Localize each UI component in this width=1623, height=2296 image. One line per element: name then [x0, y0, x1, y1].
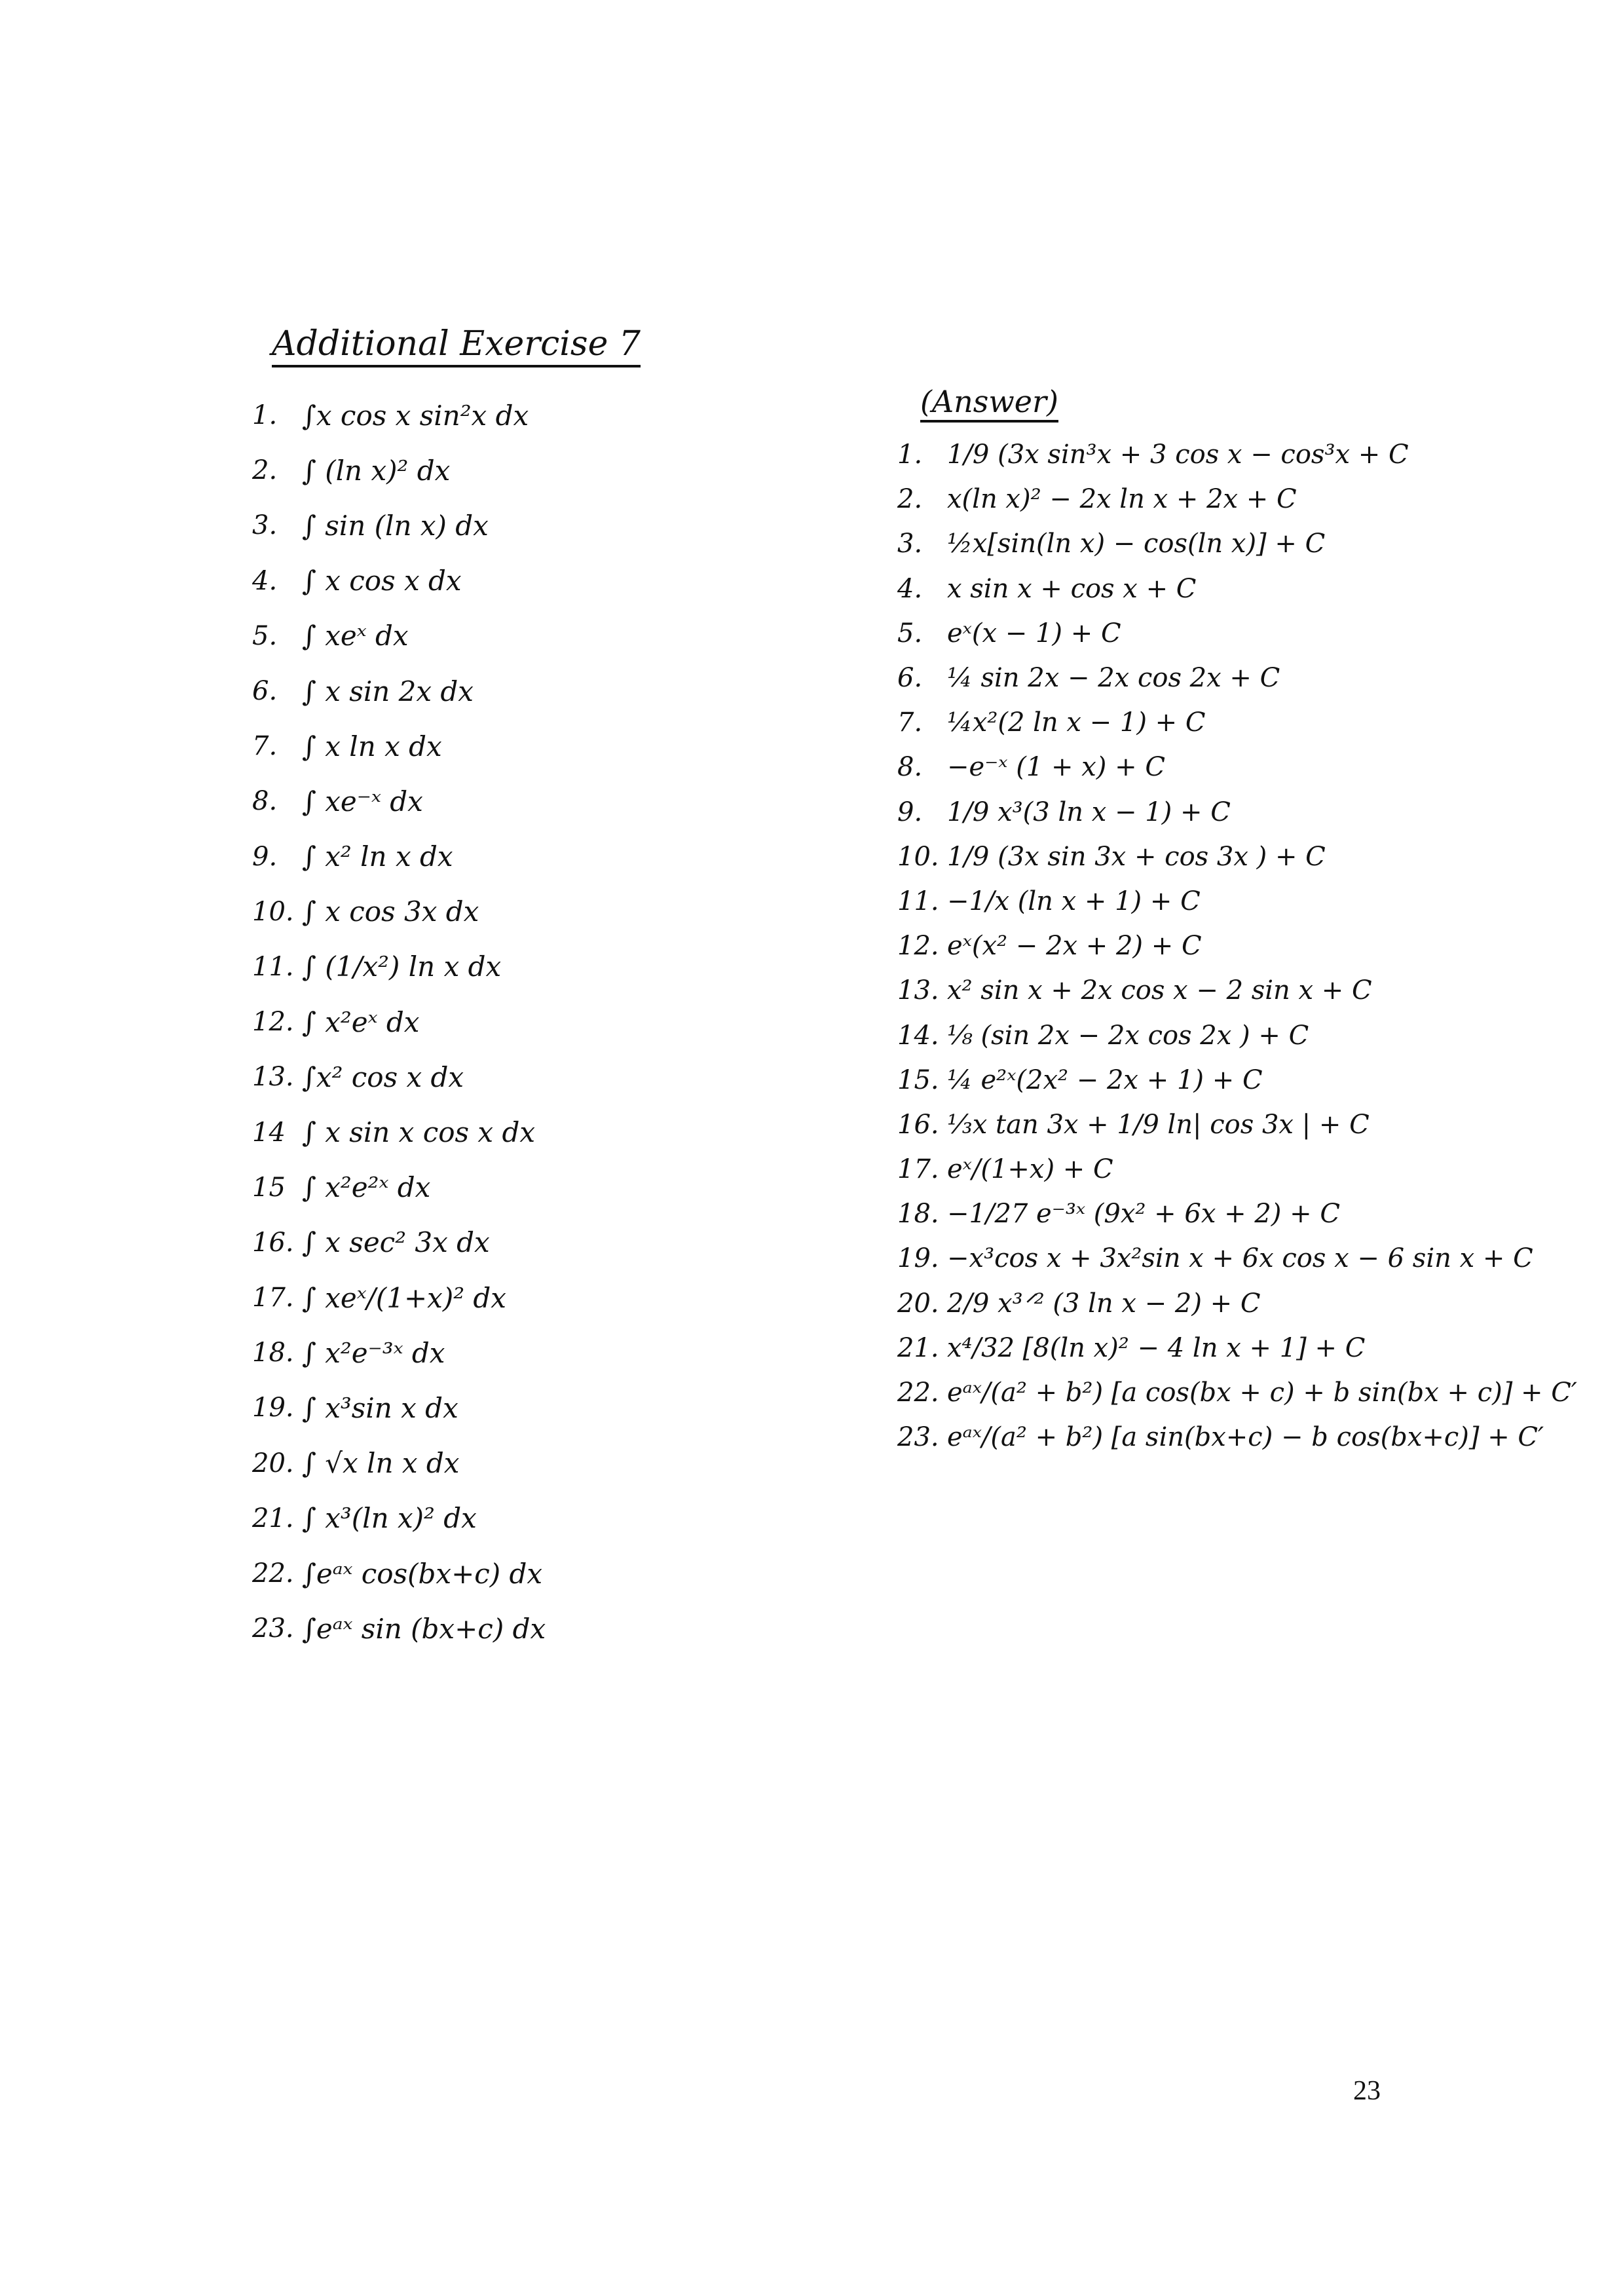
exercise-item-expression: ∫ x cos x dx [302, 565, 462, 597]
exercise-item-number: 18. [252, 1338, 294, 1368]
answer-item-expression: −x³cos x + 3x²sin x + 6x cos x − 6 sin x + C [947, 1243, 1533, 1274]
answer-item-expression: ¼x²(2 ln x − 1) + C [947, 707, 1206, 738]
exercise-item [252, 829, 711, 884]
exercise-item-expression: ∫ xeˣ dx [302, 620, 409, 652]
answer-item [897, 567, 1585, 611]
answer-item [897, 790, 1585, 835]
answer-item-expression: ⅛ (sin 2x − 2x cos 2x ) + C [947, 1020, 1309, 1051]
exercise-item [252, 498, 711, 553]
answer-item-number: 9. [897, 797, 923, 827]
answer-item [897, 477, 1585, 521]
exercise-item-number: 3. [252, 510, 278, 541]
exercise-item-number: 19. [252, 1393, 294, 1423]
answer-item-number: 18. [897, 1199, 939, 1230]
exercise-item-number: 9. [252, 841, 278, 872]
exercise-item-number: 5. [252, 620, 278, 651]
answer-item-expression: ½x[sin(ln x) − cos(ln x)] + C [947, 529, 1326, 559]
exercise-title: Additional Exercise 7 [272, 324, 641, 367]
exercise-item-number: 17. [252, 1283, 294, 1313]
answer-item [897, 745, 1585, 789]
exercise-item [252, 939, 711, 994]
exercise-item-number: 8. [252, 786, 278, 817]
exercise-item [252, 443, 711, 498]
exercise-item-number: 23. [252, 1613, 294, 1644]
answer-item-expression: eᵃˣ/(a² + b²) [a cos(bx + c) + b sin(bx + c)] + C′ [947, 1378, 1577, 1408]
answer-item [897, 1058, 1585, 1102]
exercise-item [252, 609, 711, 664]
answer-item-expression: eᵃˣ/(a² + b²) [a sin(bx+c) − b cos(bx+c)] + C′ [947, 1422, 1544, 1453]
exercise-item-expression: ∫ x sec² 3x dx [302, 1226, 490, 1259]
exercise-item-expression: ∫ x²e⁻³ˣ dx [302, 1336, 445, 1369]
answer-item [897, 1415, 1585, 1459]
exercise-item [252, 774, 711, 829]
answer-item [897, 879, 1585, 924]
answer-item [897, 968, 1585, 1013]
answer-list [897, 432, 1585, 1459]
answer-item-expression: −e⁻ˣ (1 + x) + C [947, 752, 1165, 783]
exercise-item-expression: ∫ sin (ln x) dx [302, 509, 489, 542]
answer-item-number: 4. [897, 573, 923, 604]
exercise-item [252, 1601, 711, 1656]
answer-item [897, 656, 1585, 700]
answer-item-number: 10. [897, 841, 939, 872]
exercise-item-expression: ∫ x³(ln x)² dx [302, 1502, 477, 1535]
exercise-item-expression: ∫ x cos 3x dx [302, 895, 479, 928]
answer-item [897, 1370, 1585, 1415]
exercise-item-expression: ∫ x²e²ˣ dx [302, 1171, 431, 1204]
answer-item-expression: eˣ(x − 1) + C [947, 618, 1121, 649]
answer-item-number: 20. [897, 1288, 939, 1319]
exercise-item [252, 1160, 711, 1215]
exercise-item-number: 13. [252, 1062, 294, 1093]
answer-item-expression: x sin x + cos x + C [947, 573, 1197, 604]
page-number: 23 [1353, 2076, 1381, 2106]
answer-item [897, 835, 1585, 879]
exercise-item-expression: ∫ x sin x cos x dx [302, 1116, 536, 1149]
answer-item-number: 6. [897, 663, 923, 694]
exercise-item [252, 1546, 711, 1601]
exercise-item-expression: ∫ x² ln x dx [302, 840, 453, 873]
exercise-item [252, 1270, 711, 1325]
answer-item-number: 14. [897, 1020, 939, 1051]
exercise-item [252, 994, 711, 1049]
exercise-item-number: 4. [252, 565, 278, 596]
answer-item [897, 1102, 1585, 1147]
answer-item-number: 22. [897, 1378, 939, 1408]
answer-item-number: 5. [897, 618, 923, 649]
exercise-item-number: 7. [252, 731, 278, 762]
answer-item [897, 432, 1585, 477]
answer-item-number: 1. [897, 440, 923, 470]
exercise-item [252, 719, 711, 774]
answer-item-number: 23. [897, 1422, 939, 1453]
exercise-item-expression: ∫ (1/x²) ln x dx [302, 950, 502, 983]
exercise-item-expression: ∫ xeˣ/(1+x)² dx [302, 1281, 506, 1314]
answer-item-expression: ¼ sin 2x − 2x cos 2x + C [947, 663, 1280, 694]
answer-item-expression: 2/9 x³ᐟ² (3 ln x − 2) + C [947, 1288, 1261, 1319]
answer-item-expression: −1/x (ln x + 1) + C [947, 886, 1201, 916]
exercise-item-number: 12. [252, 1007, 294, 1038]
answer-item-number: 17. [897, 1154, 939, 1185]
answer-item [897, 924, 1585, 968]
exercise-item [252, 388, 711, 443]
answer-item-number: 19. [897, 1243, 939, 1274]
answer-item [897, 1192, 1585, 1236]
exercise-item-number: 14 [252, 1117, 286, 1148]
exercise-item [252, 1049, 711, 1104]
exercise-item-number: 20. [252, 1448, 294, 1478]
answer-item-expression: x(ln x)² − 2x ln x + 2x + C [947, 484, 1297, 515]
answer-item-number: 21. [897, 1332, 939, 1363]
answer-item-number: 7. [897, 707, 923, 738]
exercise-item [252, 1436, 711, 1491]
answer-item-expression: x² sin x + 2x cos x − 2 sin x + C [947, 975, 1372, 1006]
answer-heading: (Answer) [920, 383, 1058, 423]
exercise-item-number: 6. [252, 676, 278, 707]
exercise-item-expression: ∫eᵃˣ sin (bx+c) dx [302, 1612, 546, 1645]
answer-item-number: 15. [897, 1064, 939, 1095]
exercise-item [252, 1104, 711, 1159]
answer-item-number: 13. [897, 975, 939, 1006]
exercise-item-number: 11. [252, 951, 294, 982]
answer-item [897, 1147, 1585, 1192]
answer-item [897, 521, 1585, 566]
answer-item-number: 12. [897, 931, 939, 962]
answer-item [897, 1281, 1585, 1326]
answer-item-expression: x⁴/32 [8(ln x)² − 4 ln x + 1] + C [947, 1332, 1366, 1363]
exercise-item-expression: ∫x cos x sin²x dx [302, 399, 529, 432]
answer-item [897, 700, 1585, 745]
exercise-item-number: 2. [252, 455, 278, 486]
answer-item-expression: 1/9 x³(3 ln x − 1) + C [947, 797, 1231, 827]
exercise-item [252, 664, 711, 719]
exercise-item-expression: ∫ x sin 2x dx [302, 675, 474, 707]
exercise-item-expression: ∫eᵃˣ cos(bx+c) dx [302, 1557, 543, 1590]
exercise-item-number: 1. [252, 400, 278, 431]
exercise-item-expression: ∫ x²eˣ dx [302, 1006, 420, 1038]
exercise-item [252, 1215, 711, 1270]
exercise-item-number: 21. [252, 1503, 294, 1534]
exercise-item [252, 1325, 711, 1380]
answer-item [897, 1326, 1585, 1370]
exercise-item-expression: ∫ (ln x)² dx [302, 454, 451, 487]
exercise-item-expression: ∫ x³sin x dx [302, 1391, 458, 1424]
exercise-item-expression: ∫x² cos x dx [302, 1061, 464, 1093]
answer-item-number: 2. [897, 484, 923, 515]
exercise-item-expression: ∫ √x ln x dx [302, 1447, 460, 1480]
exercise-item [252, 1380, 711, 1435]
exercise-item-number: 16. [252, 1227, 294, 1258]
exercise-item-expression: ∫ xe⁻ˣ dx [302, 785, 423, 818]
exercise-item [252, 554, 711, 609]
exercise-item-number: 10. [252, 896, 294, 927]
answer-item-expression: 1/9 (3x sin³x + 3 cos x − cos³x + C [947, 440, 1409, 470]
exercise-item [252, 884, 711, 939]
answer-item-expression: −1/27 e⁻³ˣ (9x² + 6x + 2) + C [947, 1199, 1340, 1230]
answer-item-number: 16. [897, 1109, 939, 1140]
answer-item-expression: 1/9 (3x sin 3x + cos 3x ) + C [947, 841, 1326, 872]
exercise-item-number: 15 [252, 1172, 286, 1203]
answer-item-number: 8. [897, 752, 923, 783]
exercise-list [252, 388, 711, 1656]
exercise-item [252, 1491, 711, 1546]
answer-item-expression: eˣ/(1+x) + C [947, 1154, 1113, 1185]
answer-item-number: 3. [897, 529, 923, 559]
answer-item-expression: ¼ e²ˣ(2x² − 2x + 1) + C [947, 1064, 1263, 1095]
answer-item-expression: ⅓x tan 3x + 1/9 ln| cos 3x | + C [947, 1109, 1370, 1140]
exercise-item-expression: ∫ x ln x dx [302, 730, 442, 762]
answer-item [897, 1013, 1585, 1057]
answer-item [897, 611, 1585, 656]
answer-item-expression: eˣ(x² − 2x + 2) + C [947, 931, 1202, 962]
exercise-item-number: 22. [252, 1558, 294, 1589]
answer-item-number: 11. [897, 886, 939, 916]
answer-item [897, 1236, 1585, 1281]
